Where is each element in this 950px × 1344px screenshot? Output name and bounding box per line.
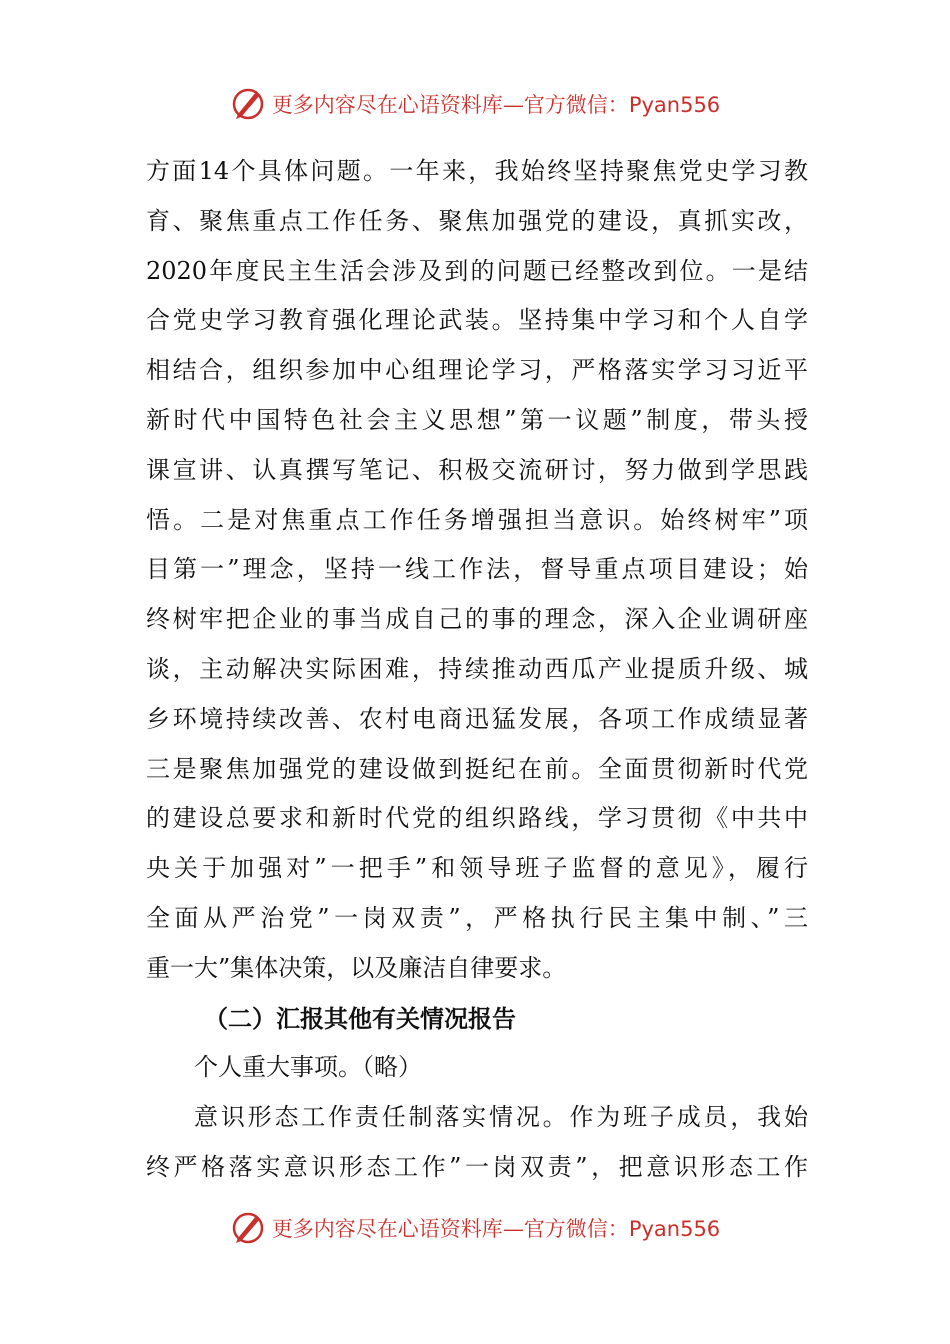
text-line: 乡环境持续改善、农村电商迅猛发展，各项工作成绩显著 bbox=[146, 704, 808, 733]
watermark-text: 更多内容尽在心语资料库—官方微信：Pyan556 bbox=[271, 93, 721, 117]
personal-matters-line: 个人重大事项。（略） bbox=[194, 1053, 422, 1082]
text-line: 三是聚焦加强党的建设做到挺纪在前。全面贯彻新时代党 bbox=[146, 754, 808, 783]
text-line: 2020年度民主生活会涉及到的问题已经整改到位。一是结 bbox=[146, 256, 808, 285]
paragraph-3 bbox=[146, 1093, 808, 1193]
section-heading: （二）汇报其他有关情况报告 bbox=[204, 1003, 516, 1033]
pen-circle-logo-icon bbox=[230, 86, 266, 122]
text-line: 的建设总要求和新时代党的组织路线，学习贯彻《中共中 bbox=[146, 804, 808, 833]
text-line: 谈，主动解决实际困难，持续推动西瓜产业提质升级、城 bbox=[146, 654, 808, 683]
paragraph-1 bbox=[146, 147, 808, 994]
text-line: 课宣讲、认真撰写笔记、积极交流研讨，努力做到学思践 bbox=[146, 455, 808, 484]
watermark-banner-bottom bbox=[0, 1208, 950, 1248]
text-line: 悟。二是对焦重点工作任务增强担当意识。始终树牢”项 bbox=[146, 505, 808, 534]
text-line: 方面14个具体问题。一年来，我始终坚持聚焦党史学习教 bbox=[146, 157, 808, 185]
text-line: 央关于加强对”一把手”和领导班子监督的意见》，履行 bbox=[146, 854, 808, 883]
text-line: 意识形态工作责任制落实情况。作为班子成员，我始 bbox=[194, 1103, 808, 1132]
text-line: 全面从严治党”一岗双责”，严格执行民主集中制、”三 bbox=[146, 903, 808, 932]
text-line: 重一大”集体决策，以及廉洁自律要求。 bbox=[146, 953, 567, 982]
watermark-banner-top bbox=[0, 84, 950, 124]
text-line: 相结合，组织参加中心组理论学习，严格落实学习习近平 bbox=[146, 356, 808, 385]
document-body bbox=[146, 147, 808, 1193]
text-line: 育、聚焦重点工作任务、聚焦加强党的建设，真抓实改， bbox=[146, 206, 808, 235]
text-line: 新时代中国特色社会主义思想”第一议题”制度，带头授 bbox=[146, 405, 808, 434]
text-line: 终严格落实意识形态工作”一岗双责”，把意识形态工作 bbox=[146, 1152, 808, 1181]
text-line: 目第一”理念，坚持一线工作法，督导重点项目建设；始 bbox=[146, 555, 808, 584]
watermark-text: 更多内容尽在心语资料库—官方微信：Pyan556 bbox=[271, 1217, 721, 1241]
pen-circle-logo-icon bbox=[230, 1210, 266, 1246]
text-line: 合党史学习教育强化理论武装。坚持集中学习和个人自学 bbox=[146, 306, 808, 335]
text-line: 终树牢把企业的事当成自己的事的理念，深入企业调研座 bbox=[146, 605, 808, 634]
